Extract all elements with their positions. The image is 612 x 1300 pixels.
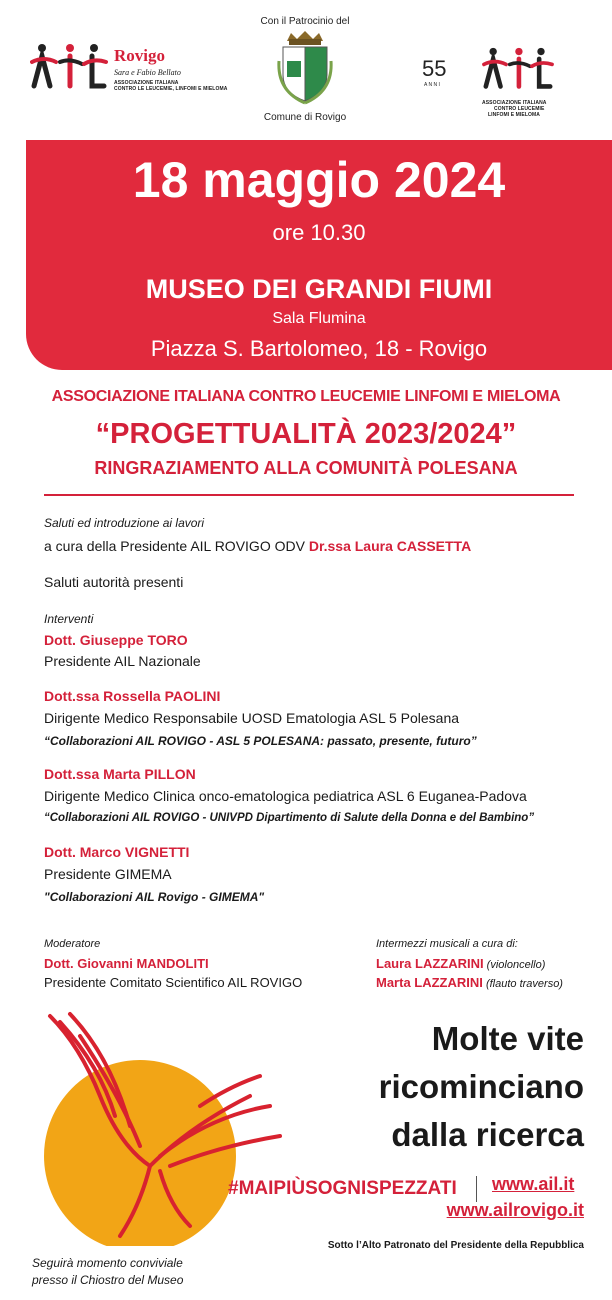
speaker-talk: “Collaborazioni AIL ROVIGO - UNIVPD Dipartimento di Salute della Donna e del Bambino” [44,812,535,824]
welcome-line [44,538,604,554]
ail-org-line1: ASSOCIAZIONE ITALIANA [114,80,179,86]
conviviale-line1: Seguirà momento conviviale [32,1256,183,1270]
slogan-line3: dalla ricerca [391,1116,584,1153]
moderator-label: Moderatore [44,938,101,950]
ail-rovigo-logo [30,42,230,102]
event-address: Piazza S. Bartolomeo, 18 - Rovigo [150,336,488,361]
speaker-name: Dott. Marco VIGNETTI [44,844,190,860]
event-banner [26,140,612,370]
ail-names: Sara e Fabio Bellato [114,68,181,77]
comune-text: Comune di Rovigo [263,112,347,123]
ail-city: Rovigo [114,46,165,65]
event-venue: MUSEO DEI GRANDI FIUMI [145,274,493,304]
speeches-label: Interventi [44,612,94,626]
ail-right-org2: CONTRO LEUCEMIE [494,106,545,112]
speaker-talk: “Collaborazioni AIL ROVIGO - ASL 5 POLESANA: passato, presente, futuro” [44,734,477,748]
welcome-label: Saluti ed introduzione ai lavori [44,516,205,530]
ail-org-line2: CONTRO LE LEUCEMIE, LINFOMI E MIELOMA [114,86,228,92]
url-ailrovigo[interactable]: www.ailrovigo.it [446,1200,584,1220]
footer-divider [476,1176,477,1202]
conviviale-line2: presso il Chiostro del Museo [32,1273,184,1287]
butterfly-sun-icon [20,1006,300,1246]
slogan-line2: ricominciano [378,1068,584,1105]
musician-instrument: (flauto traverso) [482,978,563,990]
url-ail[interactable]: www.ail.it [492,1174,575,1194]
years-label: A N N I [424,82,440,88]
slogan-line1: Molte vite [431,1020,584,1057]
patronage-text: Con il Patrocinio del [260,16,350,27]
hashtag: #MAIPIÙSOGNISPEZZATI [228,1178,457,1199]
speaker-role: Dirigente Medico Responsabile UOSD Ematologia ASL 5 Polesana [44,710,460,726]
ail-right-org1: ASSOCIAZIONE ITALIANA [482,100,547,106]
event-room: Sala Flumina [272,310,366,327]
ail-55-logo [422,46,582,116]
speaker-name: Dott.ssa Rossella PAOLINI [44,688,221,704]
musician-line [376,975,563,990]
moderator-role: Presidente Comitato Scientifico AIL ROVIGO [44,975,303,990]
moderator-name: Dott. Giovanni MANDOLITI [44,956,209,971]
event-date: 18 maggio 2024 [132,152,506,208]
association-title: ASSOCIAZIONE ITALIANA CONTRO LEUCEMIE LINFOMI E MIELOMA [51,388,561,405]
musician-instrument: (violoncello) [483,959,546,971]
speaker-role: Dirigente Medico Clinica onco-ematologica pediatrica ASL 6 Euganea-Padova [44,788,527,804]
years-number: 55 [422,56,447,81]
comune-crest-icon [277,31,333,105]
ail-figures-icon [30,42,108,92]
ail-right-org3: LINFOMI E MIELOMA [488,112,540,118]
title-divider [44,494,574,496]
main-title: “PROGETTUALITÀ 2023/2024” [95,418,517,450]
musician-name: Laura LAZZARINI [376,956,484,971]
speaker-name: Dott. Giuseppe TORO [44,632,188,648]
speaker-role: Presidente GIMEMA [44,866,172,882]
welcome-name: Dr.ssa Laura CASSETTA [308,538,472,554]
patronage-header [240,16,370,136]
speaker-name: Dott.ssa Marta PILLON [44,766,196,782]
sub-title: RINGRAZIAMENTO ALLA COMUNITÀ POLESANA [94,458,518,478]
music-label: Intermezzi musicali a cura di: [376,938,518,950]
presidential-patronage: Sotto l’Alto Patronato del Presidente della Repubblica [327,1240,584,1251]
musician-name: Marta LAZZARINI [376,975,483,990]
ail-figures-icon-right [480,46,556,92]
welcome-text: a cura della Presidente AIL ROVIGO ODV [44,538,309,554]
speaker-talk: "Collaborazioni AIL Rovigo - GIMEMA" [44,890,265,904]
event-time: ore 10.30 [272,220,366,245]
authorities-line: Saluti autorità presenti [44,574,184,590]
musician-line [376,956,545,971]
speaker-role: Presidente AIL Nazionale [44,653,201,669]
